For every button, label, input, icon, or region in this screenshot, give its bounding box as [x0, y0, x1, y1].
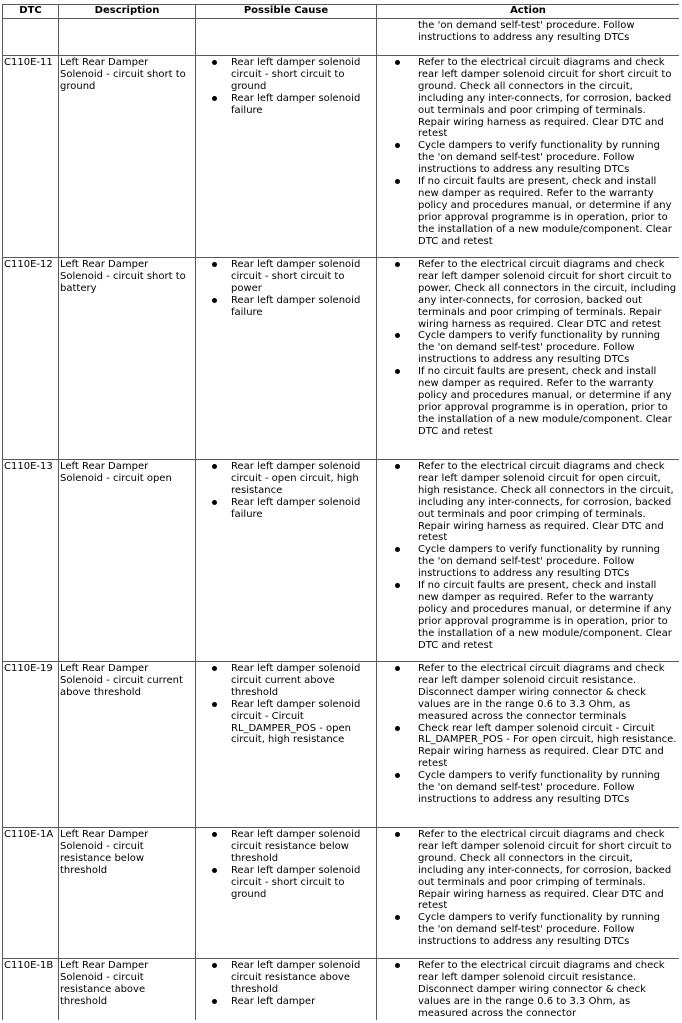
action-item: Cycle dampers to verify functionality by running the 'on demand self-test' procedure. Follow instructions to address any resulting DTCs [418, 544, 677, 580]
dtc-description: Left Rear Damper Solenoid - circuit resistance above threshold [59, 959, 196, 1021]
possible-cause-cell [196, 662, 377, 828]
table-row [3, 56, 680, 258]
action-item: Refer to the electrical circuit diagrams and check rear left damper solenoid circuit for short circuit to ground. Check all connectors in the circuit, including any inter-connects, for corrosion, backed out terminals and poor crimping of terminals. Repair wiring harness as required. Clear DTC and retest [418, 829, 677, 912]
cause-item: Rear left damper solenoid failure [231, 497, 372, 521]
cause-item: Rear left damper solenoid circuit - short circuit to ground [231, 57, 372, 93]
dtc-table [2, 4, 679, 1020]
dtc-description: Left Rear Damper Solenoid - circuit open [59, 460, 196, 662]
table-row [3, 828, 680, 959]
cause-item: Rear left damper solenoid failure [231, 93, 372, 117]
cause-item: Rear left damper solenoid failure [231, 295, 372, 319]
dtc-description: Left Rear Damper Solenoid - circuit short to battery [59, 258, 196, 460]
action-cell [377, 258, 680, 460]
action-cell [377, 662, 680, 828]
cause-item: Rear left damper solenoid circuit resistance below threshold [231, 829, 372, 865]
cause-item: Rear left damper solenoid circuit current above threshold [231, 663, 372, 699]
table-row [3, 662, 680, 828]
dtc-page [2, 4, 679, 1020]
column-header-description: Description [59, 5, 196, 19]
possible-cause-cell [196, 258, 377, 460]
action-item: Cycle dampers to verify functionality by running the 'on demand self-test' procedure. Follow instructions to address any resulting DTCs [418, 140, 677, 176]
action-item: If no circuit faults are present, check and install new damper as required. Refer to the warranty policy and procedures manual, or determine if any prior approval programme is in operation, prior to the installation of a new module/component. Clear DTC and retest [418, 176, 677, 247]
action-item: Refer to the electrical circuit diagrams and check rear left damper solenoid circuit for short circuit to ground. Check all connectors in the circuit, including any inter-connects, for corrosion, backed out terminals and poor crimping of terminals. Repair wiring harness as required. Clear DTC and retest [418, 57, 677, 140]
action-cell [377, 828, 680, 959]
column-header-dtc: DTC [3, 5, 59, 19]
action-item: Refer to the electrical circuit diagrams and check rear left damper solenoid circuit resistance. Disconnect damper wiring connector & check values are in the range 0.6 to 3.3 Ohm, as measured across the connector [418, 960, 677, 1020]
cause-item: Rear left damper solenoid circuit - Circuit RL_DAMPER_POS - open circuit, high resistance [231, 699, 372, 747]
possible-cause-cell [196, 19, 377, 56]
table-row [3, 959, 680, 1021]
table-row-continued [3, 19, 680, 56]
dtc-code: C110E-12 [3, 258, 59, 460]
dtc-code-cell [3, 19, 59, 56]
action-item: Cycle dampers to verify functionality by running the 'on demand self-test' procedure. Follow instructions to address any resulting DTCs [418, 770, 677, 806]
possible-cause-cell [196, 828, 377, 959]
action-cell [377, 19, 680, 56]
table-row [3, 258, 680, 460]
action-item: Cycle dampers to verify functionality by running the 'on demand self-test' procedure. Follow instructions to address any resulting DTCs [418, 330, 677, 366]
dtc-code: C110E-11 [3, 56, 59, 258]
continued-action-text: the 'on demand self-test' procedure. Follow instructions to address any resulting DTCs [418, 20, 635, 43]
table-header-row [3, 5, 680, 19]
dtc-description: Left Rear Damper Solenoid - circuit current above threshold [59, 662, 196, 828]
action-item: Cycle dampers to verify functionality by running the 'on demand self-test' procedure. Follow instructions to address any resulting DTCs [418, 912, 677, 948]
action-item: Refer to the electrical circuit diagrams and check rear left damper solenoid circuit for short circuit to power. Check all connectors in the circuit, including any inter-connects, for corrosion, backed out terminals and poor crimping of terminals. Repair wiring harness as required. Clear DTC and retest [418, 259, 677, 330]
column-header-possible-cause: Possible Cause [196, 5, 377, 19]
cause-item: Rear left damper solenoid circuit - short circuit to ground [231, 865, 372, 901]
dtc-description: Left Rear Damper Solenoid - circuit resistance below threshold [59, 828, 196, 959]
cause-item: Rear left damper [231, 996, 372, 1008]
action-item: Refer to the electrical circuit diagrams and check rear left damper solenoid circuit resistance. Disconnect damper wiring connector & check values are in the range 0.6 to 3.3 Ohm, as measured across the connector terminals [418, 663, 677, 723]
possible-cause-cell [196, 460, 377, 662]
action-cell [377, 460, 680, 662]
cause-item: Rear left damper solenoid circuit - short circuit to power [231, 259, 372, 295]
cause-item: Rear left damper solenoid circuit resistance above threshold [231, 960, 372, 996]
cause-item: Rear left damper solenoid circuit - open circuit, high resistance [231, 461, 372, 497]
possible-cause-cell [196, 959, 377, 1021]
table-row [3, 460, 680, 662]
possible-cause-cell [196, 56, 377, 258]
action-item: Refer to the electrical circuit diagrams and check rear left damper solenoid circuit for open circuit, high resistance. Check all connectors in the circuit, including any inter-connects, for corrosion, backed out terminals and poor crimping of terminals. Repair wiring harness as required. Clear DTC and retest [418, 461, 677, 544]
dtc-code: C110E-19 [3, 662, 59, 828]
action-cell [377, 56, 680, 258]
action-item: If no circuit faults are present, check and install new damper as required. Refer to the warranty policy and procedures manual, or determine if any prior approval programme is in operation, prior to the installation of a new module/component. Clear DTC and retest [418, 366, 677, 437]
action-cell [377, 959, 680, 1021]
action-item: If no circuit faults are present, check and install new damper as required. Refer to the warranty policy and procedures manual, or determine if any prior approval programme is in operation, prior to the installation of a new module/component. Clear DTC and retest [418, 580, 677, 651]
dtc-code: C110E-1A [3, 828, 59, 959]
dtc-code: C110E-13 [3, 460, 59, 662]
dtc-description: Left Rear Damper Solenoid - circuit short to ground [59, 56, 196, 258]
description-cell [59, 19, 196, 56]
column-header-action: Action [377, 5, 680, 19]
action-item: Check rear left damper solenoid circuit - Circuit RL_DAMPER_POS - For open circuit, high resistance. Repair wiring harness as required. Clear DTC and retest [418, 722, 677, 770]
dtc-code: C110E-1B [3, 959, 59, 1021]
